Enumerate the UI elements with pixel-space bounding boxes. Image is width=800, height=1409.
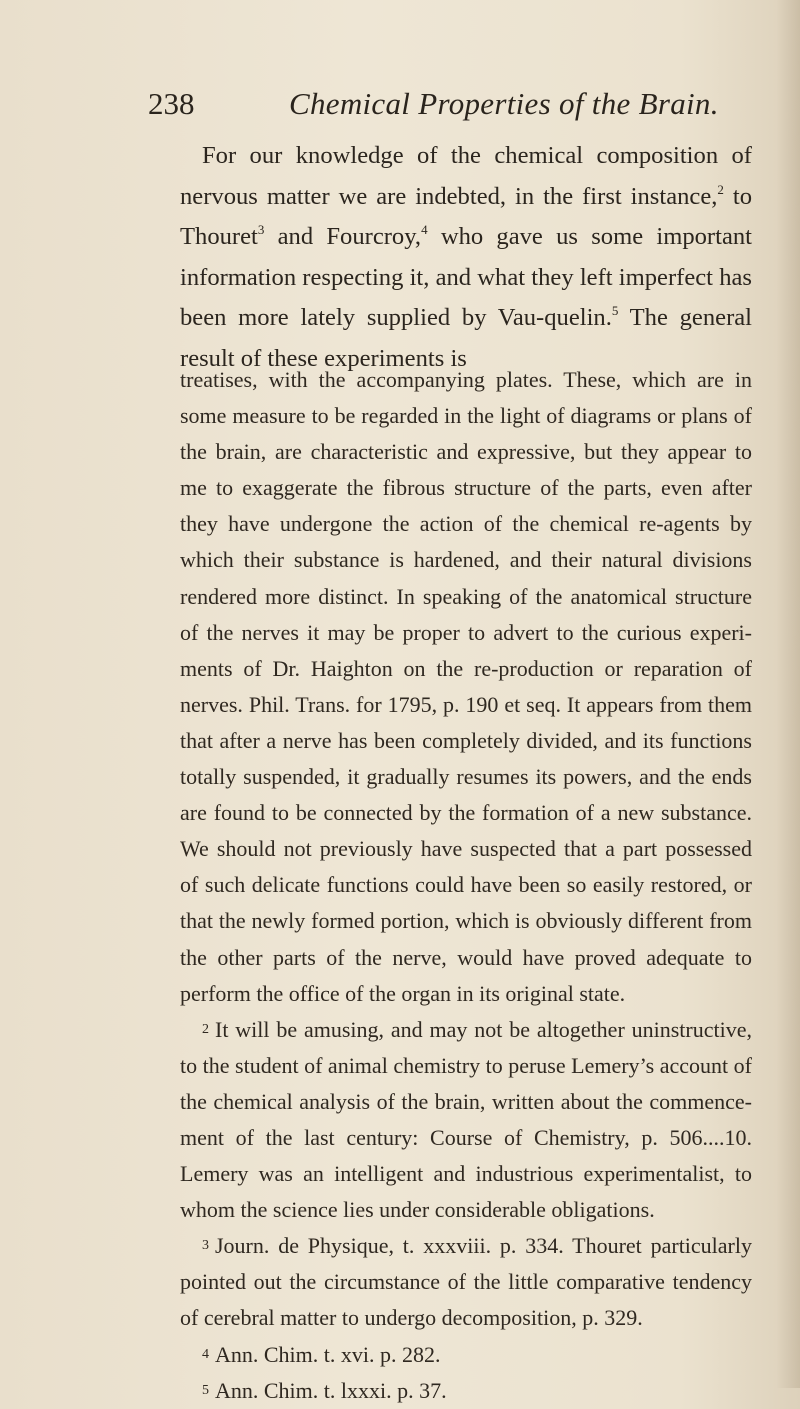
main-text-segment-3: and Fourcroy,	[264, 223, 422, 250]
page-header	[0, 86, 800, 126]
footnote-ref-2: 2	[717, 181, 724, 197]
footnote-ref-4: 4	[421, 222, 428, 237]
footnote-4-text: Ann. Chim. t. xvi. p. 282.	[215, 1341, 441, 1367]
main-paragraph	[180, 136, 752, 379]
footnote-4-mark: 4	[202, 1346, 209, 1362]
footnote-2-mark: 2	[202, 1021, 209, 1037]
main-text-segment-4: who gave us some important information respecting it, and what they left imperfect has been more lately supplied by Vau-quelin.	[180, 223, 752, 331]
footnote-3-mark: 3	[202, 1238, 209, 1254]
page-number: 238	[148, 86, 195, 121]
page-edge-shadow	[776, 0, 800, 1388]
main-text-segment-1: For our knowledge of the chemical composition of nervous matter we are indebted, in the first instance,	[180, 142, 752, 210]
footnote-5-mark: 5	[202, 1382, 209, 1398]
running-title: Chemical Properties of the Brain.	[289, 86, 719, 121]
footnote-2-text: It will be amusing, and may not be altogether uninstructive, to the student of animal chemistry to peruse Lemery’s account of the chemical analysis of the brain, written about the commence-ment of the last century: Course of Chemistry, p. 506....10. Lemery was an intelligent and industrious experimentalist, to whom the science lies under considerable obligations.	[180, 1016, 752, 1223]
footnote-ref-3: 3	[257, 222, 265, 237]
footnote-4	[180, 1337, 752, 1373]
footnote-ref-5: 5	[611, 303, 619, 318]
footnote-3	[180, 1228, 752, 1336]
main-text-segment-2: to Thouret	[180, 182, 752, 250]
footnote-5-text: Ann. Chim. t. lxxxi. p. 37.	[215, 1377, 447, 1403]
footnote-2	[180, 1012, 752, 1229]
footnote-3-text: Journ. de Physique, t. xxxviii. p. 334. Thouret particularly pointed out the circumstance of the little comparative tendency of cerebral matter to undergo decomposition, p. 329.	[180, 1233, 752, 1331]
footnote-5	[180, 1373, 752, 1409]
main-text-segment-5: The general result of these experiments is	[180, 304, 753, 372]
footnotes-section	[180, 362, 752, 1409]
footnote-continued: treatises, with the accompanying plates. These, which are in some measure to be regarded in the light of diagrams or plans of the brain, are characteristic and expressive, but they appear to me to exaggerate the fibrous structure of the parts, even after they have undergone the action of the chemical re-agents by which their substance is hardened, and their natural divisions rendered more distinct. In speaking of the anatomical structure of the nerves it may be proper to advert to the curious experi-ments of Dr. Haighton on the re-production or reparation of nerves. Phil. Trans. for 1795, p. 190 et seq. It appears from them that after a nerve has been completely divided, and its functions totally suspended, it gradually resumes its powers, and the ends are found to be connected by the formation of a new substance. We should not previously have suspected that a part possessed of such delicate functions could have been so easily restored, or that the newly formed portion, which is obviously different from the other parts of the nerve, would have proved adequate to perform the office of the organ in its original state.	[180, 367, 752, 1006]
